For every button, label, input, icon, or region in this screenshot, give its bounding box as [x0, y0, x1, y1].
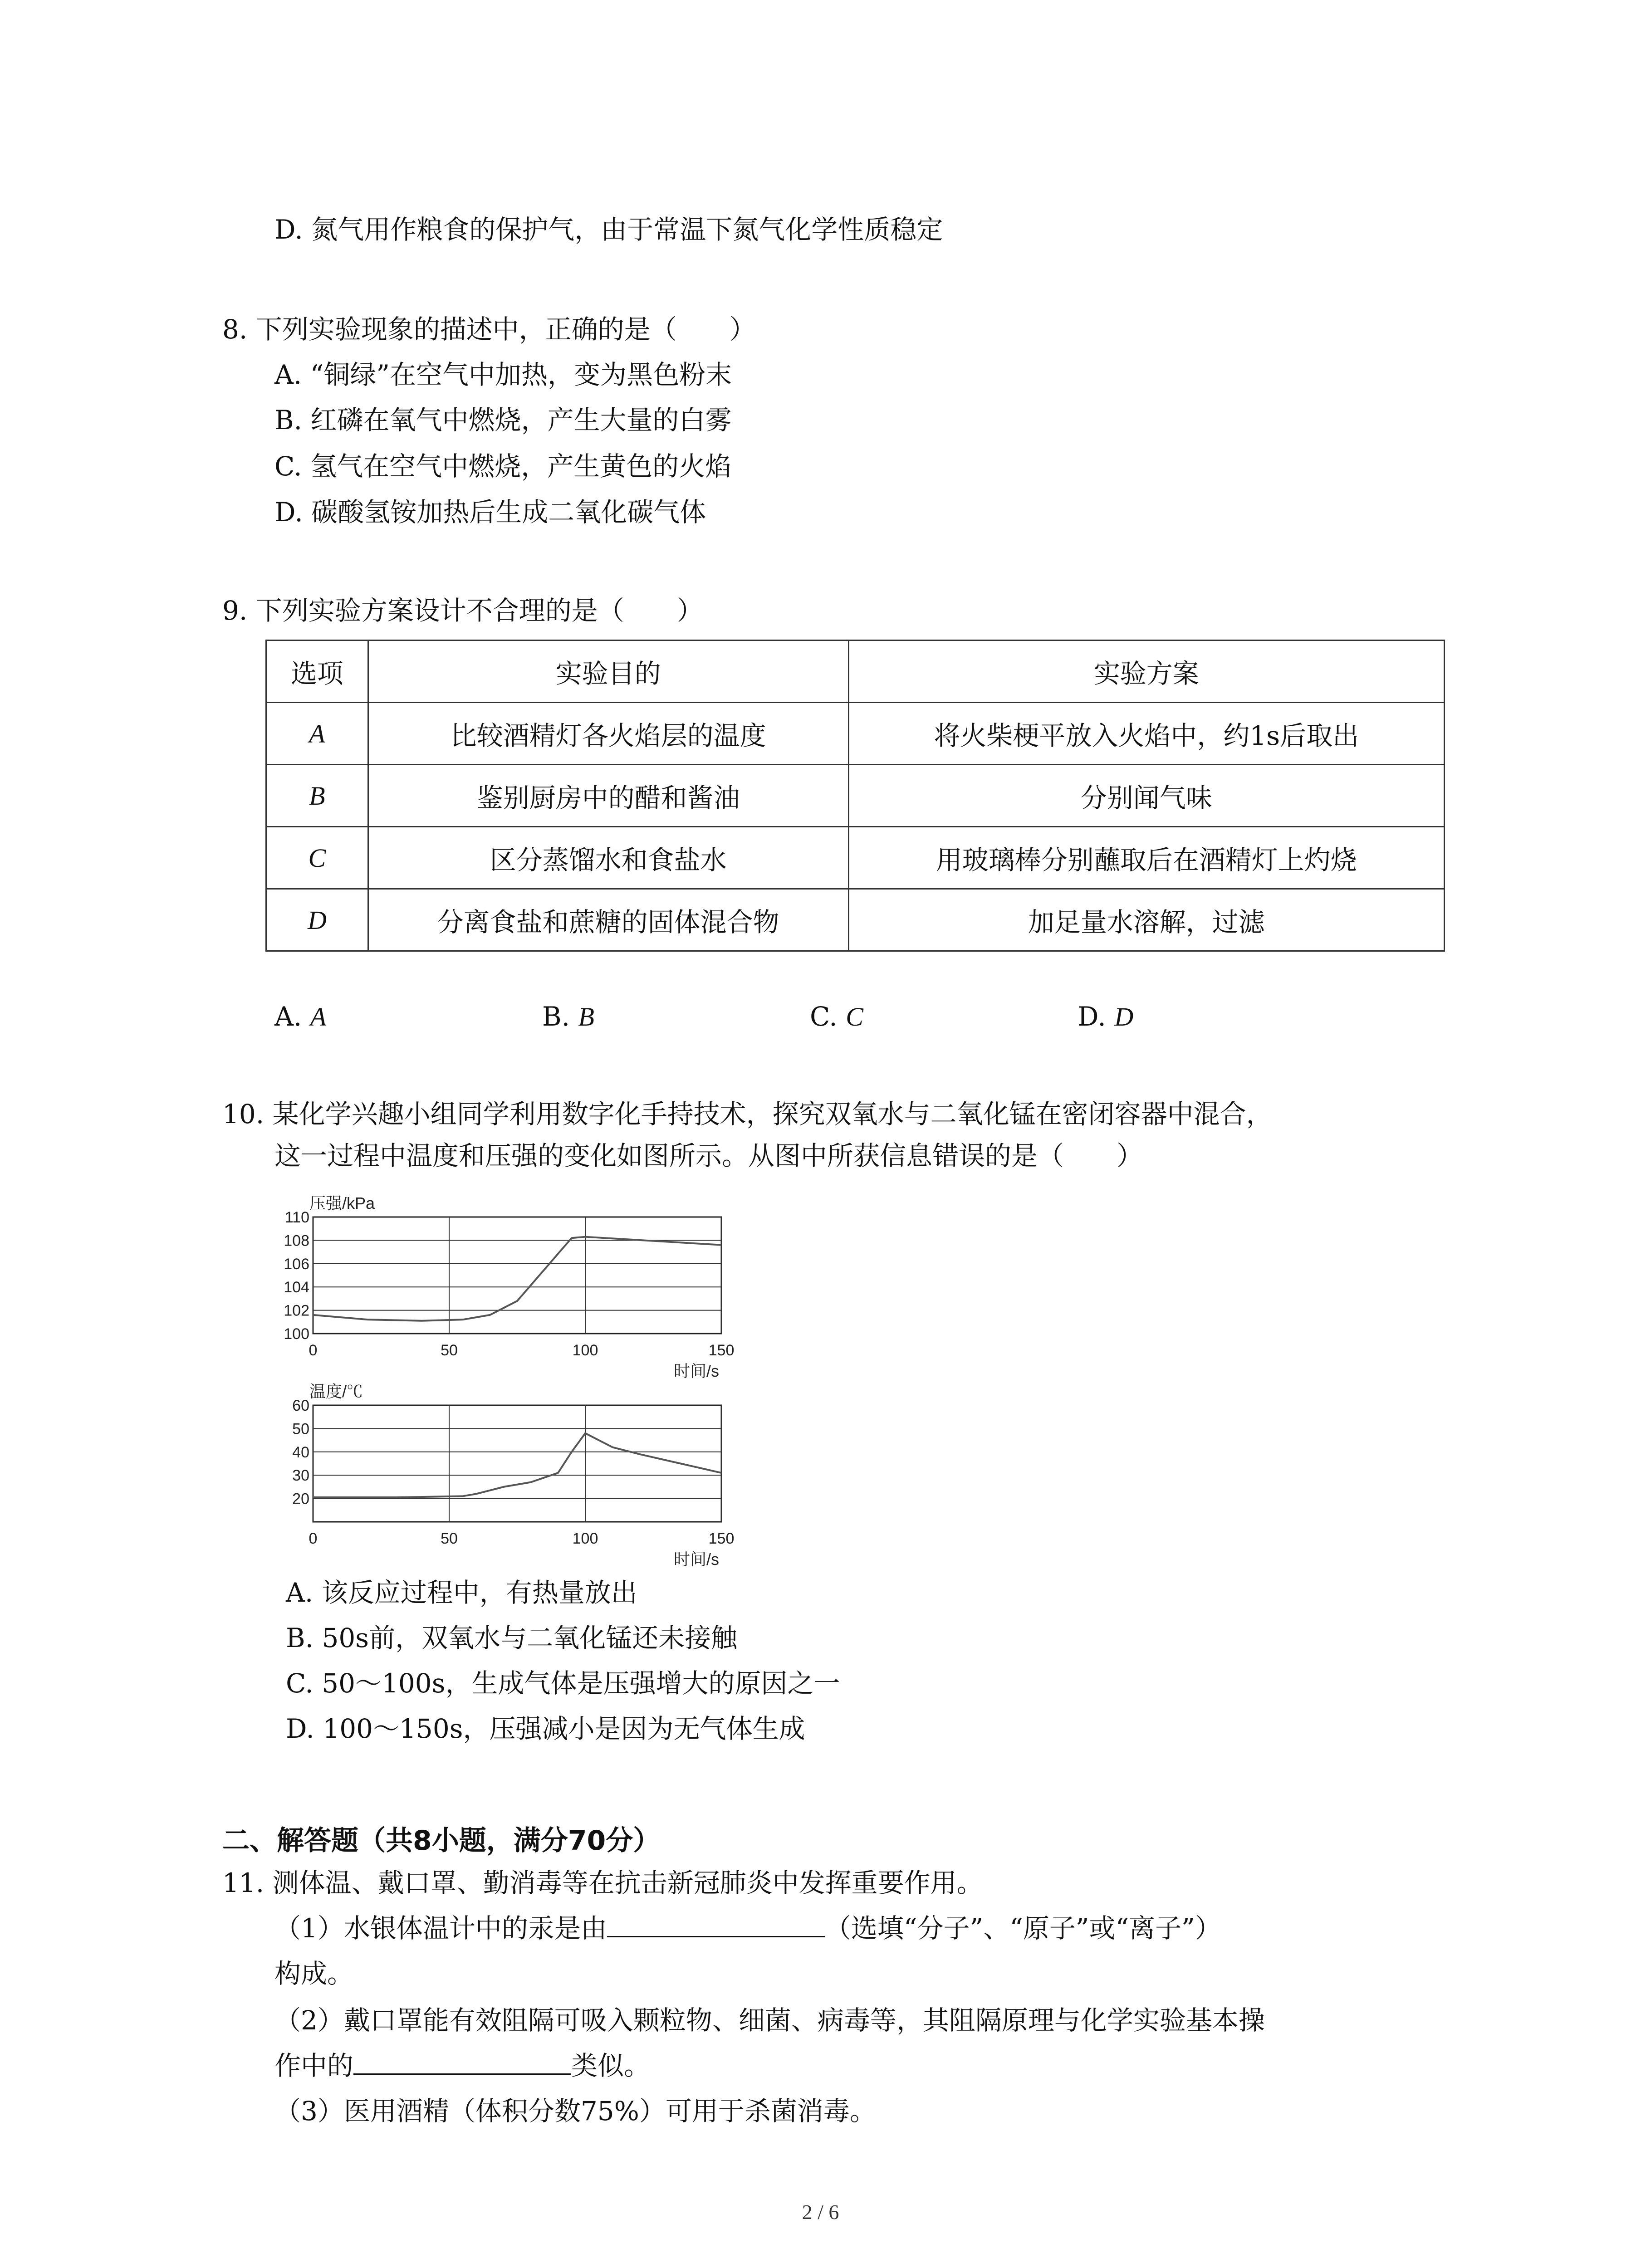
q11-part1-text-b: （选填“分子”、“原子”或“离子”） — [824, 1913, 1221, 1944]
y-tick-label: 50 — [292, 1420, 309, 1438]
y-axis-label: 温度/℃ — [309, 1382, 363, 1401]
temperature-chart — [268, 1365, 749, 1569]
q11-part1-text-a: （1）水银体温计中的汞是由 — [274, 1913, 607, 1944]
x-axis-label: 时间/s — [673, 1362, 719, 1380]
y-tick-label: 102 — [284, 1302, 309, 1320]
table-cell: D — [266, 889, 368, 951]
q9-choice-c — [810, 1000, 863, 1033]
choice-letter: D — [1114, 1002, 1134, 1031]
x-tick-label: 150 — [708, 1342, 735, 1359]
q7-option-d: D. 氮气用作粮食的保护气，由于常温下氮气化学性质稳定 — [274, 214, 943, 245]
x-tick-label: 100 — [572, 1530, 598, 1547]
y-axis-label: 压强/kPa — [309, 1194, 375, 1212]
q9-choice-d — [1078, 1000, 1133, 1033]
y-tick-label: 20 — [292, 1490, 309, 1508]
q10-option-a: A. 该反应过程中，有热量放出 — [286, 1577, 637, 1608]
table-cell: 将火柴梗平放入火焰中，约1s后取出 — [848, 703, 1445, 765]
q8-option-d: D. 碳酸氢铵加热后生成二氧化碳气体 — [274, 497, 706, 528]
answer-blank[interactable] — [607, 1912, 825, 1937]
q10-option-b: B. 50s前，双氧水与二氧化锰还未接触 — [286, 1623, 738, 1653]
q11-part3: （3）医用酒精（体积分数75%）可用于杀菌消毒。 — [274, 2096, 876, 2126]
choice-letter: C — [846, 1002, 863, 1031]
q11-part1-cont: 构成。 — [274, 1958, 354, 1989]
table-row — [266, 765, 1445, 827]
series-line — [313, 1433, 721, 1497]
y-tick-label: 100 — [284, 1325, 309, 1343]
x-tick-label: 0 — [309, 1342, 318, 1359]
table-cell: 加足量水溶解，过滤 — [848, 889, 1445, 951]
x-tick-label: 50 — [441, 1530, 458, 1547]
choice-prefix: B. — [542, 1001, 570, 1032]
x-tick-label: 0 — [309, 1530, 318, 1547]
q11-part1 — [274, 1912, 1221, 1945]
table-row — [266, 889, 1445, 951]
table-cell: 区分蒸馏水和食盐水 — [368, 827, 848, 889]
q10-option-d: D. 100～150s，压强减小是因为无气体生成 — [286, 1713, 805, 1744]
choice-prefix: A. — [274, 1001, 302, 1032]
choice-letter: B — [578, 1002, 594, 1031]
table-row — [266, 703, 1445, 765]
q9-choice-b — [542, 1000, 594, 1033]
section-title: 二、解答题（共8小题，满分70分） — [222, 1825, 661, 1857]
table-cell: 鉴别厨房中的醋和酱油 — [368, 765, 848, 827]
table-header: 实验目的 — [368, 640, 848, 703]
q8-option-a: A. “铜绿”在空气中加热，变为黑色粉末 — [274, 359, 732, 390]
q11-part2-text-a: 作中的 — [274, 2050, 354, 2081]
table-header: 选项 — [266, 640, 368, 703]
q8-option-c: C. 氢气在空气中燃烧，产生黄色的火焰 — [274, 451, 732, 482]
choice-prefix: D. — [1078, 1001, 1106, 1032]
table-cell: 用玻璃棒分别蘸取后在酒精灯上灼烧 — [848, 827, 1445, 889]
plot-frame — [313, 1217, 721, 1334]
plot-frame — [313, 1405, 721, 1522]
y-tick-label: 110 — [284, 1209, 309, 1226]
q9-table — [265, 640, 1445, 952]
y-tick-label: 104 — [284, 1279, 309, 1296]
q9-choice-a — [274, 1000, 326, 1033]
choice-prefix: C. — [810, 1001, 838, 1032]
page-number: 2 / 6 — [802, 2200, 839, 2224]
q10-option-c: C. 50～100s，生成气体是压强增大的原因之一 — [286, 1668, 840, 1699]
q8-option-b: B. 红磷在氧气中燃烧，产生大量的白雾 — [274, 405, 732, 435]
q9-stem: 9. 下列实验方案设计不合理的是（ ） — [222, 595, 703, 626]
y-tick-label: 106 — [284, 1255, 309, 1273]
answer-blank[interactable] — [353, 2050, 571, 2075]
table-cell: C — [266, 827, 368, 889]
q11-part2-text-b: 类似。 — [571, 2050, 651, 2081]
choice-letter: A — [310, 1002, 327, 1031]
x-tick-label: 150 — [708, 1530, 735, 1547]
table-cell: 比较酒精灯各火焰层的温度 — [368, 703, 848, 765]
q11-stem: 11. 测体温、戴口罩、勤消毒等在抗击新冠肺炎中发挥重要作用。 — [222, 1867, 983, 1898]
x-tick-label: 50 — [441, 1342, 458, 1359]
series-line — [313, 1237, 721, 1321]
q11-part2-cont — [274, 2049, 650, 2082]
table-cell: 分别闻气味 — [848, 765, 1445, 827]
q8-stem: 8. 下列实验现象的描述中，正确的是（ ） — [222, 314, 756, 345]
y-tick-label: 60 — [292, 1397, 309, 1414]
table-cell: 分离食盐和蔗糖的固体混合物 — [368, 889, 848, 951]
table-header: 实验方案 — [848, 640, 1445, 703]
x-axis-label: 时间/s — [673, 1550, 719, 1569]
y-tick-label: 40 — [292, 1443, 309, 1461]
q11-part2: （2）戴口罩能有效阻隔可吸入颗粒物、细菌、病毒等，其阻隔原理与化学实验基本操 — [274, 2005, 1265, 2036]
table-cell: B — [266, 765, 368, 827]
q10-stem-line1: 10. 某化学兴趣小组同学利用数字化手持技术，探究双氧水与二氧化锰在密闭容器中混合， — [222, 1099, 1273, 1129]
table-cell: A — [266, 703, 368, 765]
pressure-chart — [268, 1177, 749, 1381]
y-tick-label: 30 — [292, 1467, 309, 1485]
q10-stem-line2: 这一过程中温度和压强的变化如图所示。从图中所获信息错误的是（ ） — [274, 1140, 1143, 1171]
table-header-row — [266, 640, 1445, 703]
table-row — [266, 827, 1445, 889]
x-tick-label: 100 — [572, 1342, 598, 1359]
y-tick-label: 108 — [284, 1232, 309, 1250]
